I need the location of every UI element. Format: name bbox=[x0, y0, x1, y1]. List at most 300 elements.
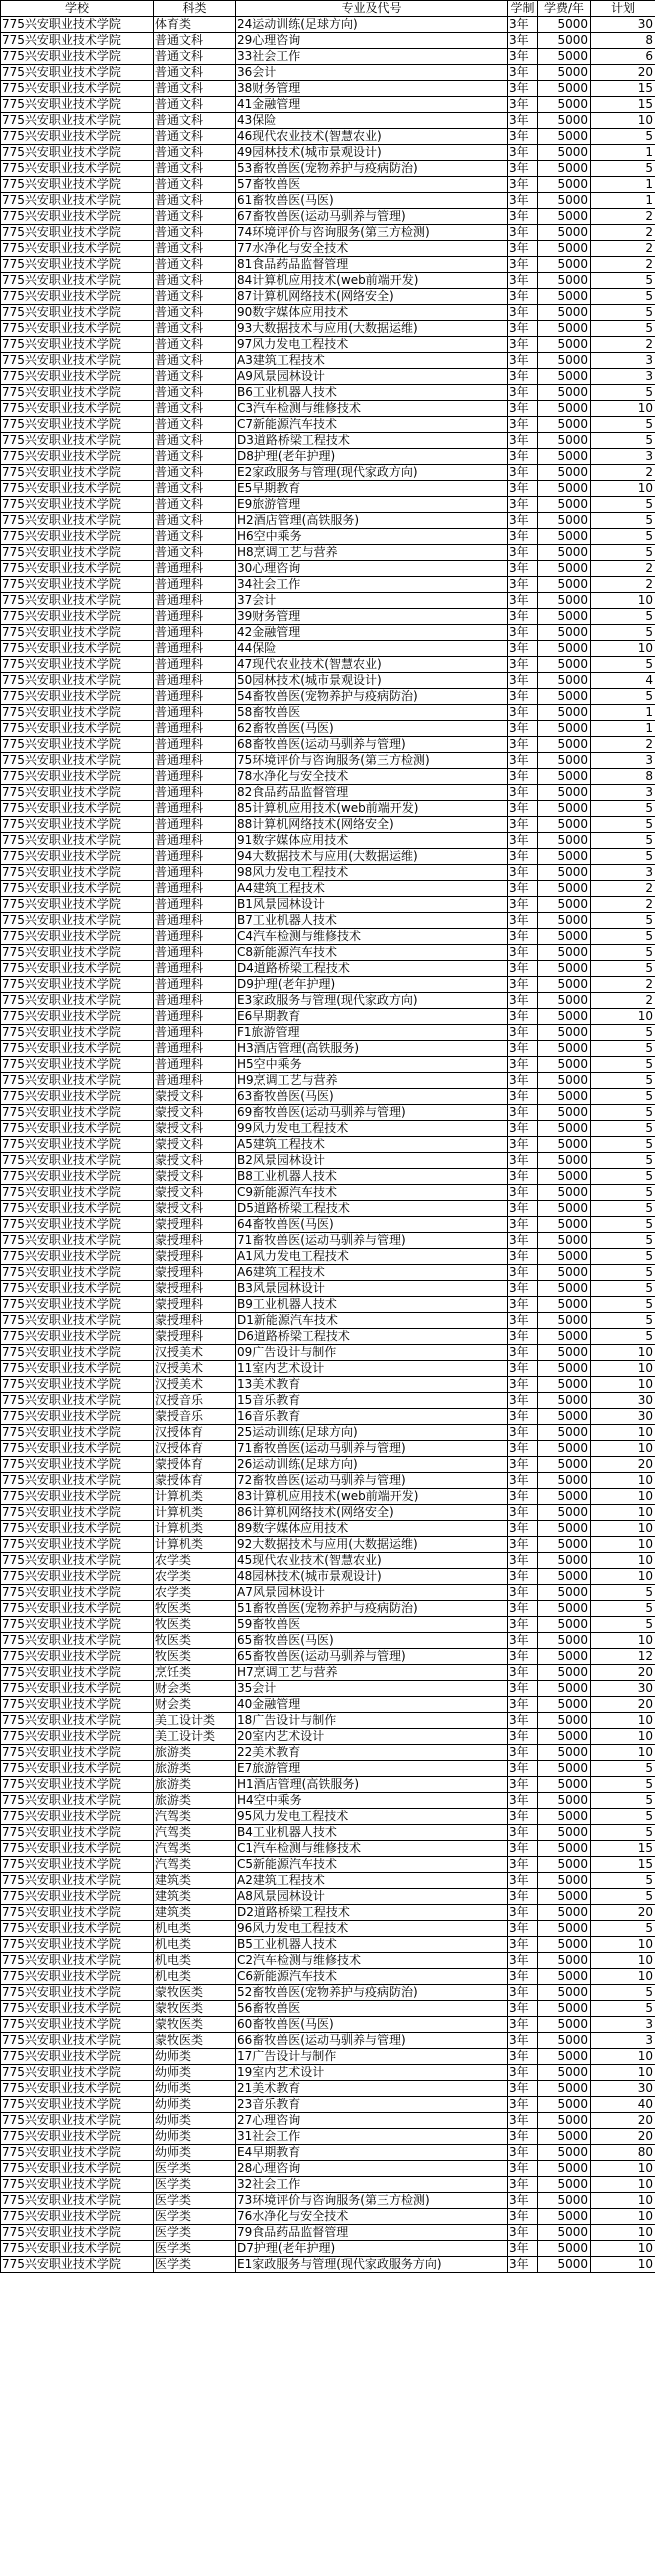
duration-cell: 3年 bbox=[508, 481, 538, 497]
category-cell: 牧医类 bbox=[154, 1649, 236, 1665]
duration-cell: 3年 bbox=[508, 369, 538, 385]
major-cell: A1风力发电工程技术 bbox=[236, 1249, 508, 1265]
plan-cell: 5 bbox=[591, 1121, 655, 1137]
school-cell: 775兴安职业技术学院 bbox=[1, 2017, 154, 2033]
plan-cell: 5 bbox=[591, 321, 655, 337]
plan-cell: 3 bbox=[591, 2017, 655, 2033]
category-cell: 普通文科 bbox=[154, 513, 236, 529]
duration-cell: 3年 bbox=[508, 737, 538, 753]
table-row bbox=[1, 2081, 655, 2097]
duration-cell: 3年 bbox=[508, 2129, 538, 2145]
category-cell: 建筑类 bbox=[154, 1873, 236, 1889]
duration-cell: 3年 bbox=[508, 1441, 538, 1457]
major-cell: 63畜牧兽医(马医) bbox=[236, 1089, 508, 1105]
category-cell: 医学类 bbox=[154, 2209, 236, 2225]
plan-cell: 15 bbox=[591, 97, 655, 113]
school-cell: 775兴安职业技术学院 bbox=[1, 2257, 154, 2273]
school-cell: 775兴安职业技术学院 bbox=[1, 1281, 154, 1297]
duration-cell: 3年 bbox=[508, 993, 538, 1009]
duration-cell: 3年 bbox=[508, 193, 538, 209]
major-cell: 21美术教育 bbox=[236, 2081, 508, 2097]
tuition-cell: 5000 bbox=[538, 401, 591, 417]
category-cell: 普通理科 bbox=[154, 929, 236, 945]
major-cell: A6建筑工程技术 bbox=[236, 1265, 508, 1281]
school-cell: 775兴安职业技术学院 bbox=[1, 1953, 154, 1969]
table-row bbox=[1, 1681, 655, 1697]
major-cell: D5道路桥梁工程技术 bbox=[236, 1201, 508, 1217]
school-cell: 775兴安职业技术学院 bbox=[1, 1857, 154, 1873]
category-cell: 普通理科 bbox=[154, 577, 236, 593]
duration-cell: 3年 bbox=[508, 1681, 538, 1697]
duration-cell: 3年 bbox=[508, 2001, 538, 2017]
tuition-cell: 5000 bbox=[538, 769, 591, 785]
tuition-cell: 5000 bbox=[538, 1009, 591, 1025]
plan-cell: 2 bbox=[591, 993, 655, 1009]
school-cell: 775兴安职业技术学院 bbox=[1, 1889, 154, 1905]
table-row bbox=[1, 1441, 655, 1457]
duration-cell: 3年 bbox=[508, 1665, 538, 1681]
category-cell: 蒙牧医类 bbox=[154, 1985, 236, 2001]
duration-cell: 3年 bbox=[508, 225, 538, 241]
duration-cell: 3年 bbox=[508, 145, 538, 161]
plan-cell: 10 bbox=[591, 1377, 655, 1393]
category-cell: 普通文科 bbox=[154, 273, 236, 289]
category-cell: 幼师类 bbox=[154, 2097, 236, 2113]
category-cell: 普通文科 bbox=[154, 305, 236, 321]
tuition-cell: 5000 bbox=[538, 865, 591, 881]
table-row bbox=[1, 513, 655, 529]
table-row bbox=[1, 481, 655, 497]
major-cell: D1新能源汽车技术 bbox=[236, 1313, 508, 1329]
school-cell: 775兴安职业技术学院 bbox=[1, 1537, 154, 1553]
tuition-cell: 5000 bbox=[538, 1057, 591, 1073]
duration-cell: 3年 bbox=[508, 865, 538, 881]
duration-cell: 3年 bbox=[508, 593, 538, 609]
tuition-cell: 5000 bbox=[538, 2225, 591, 2241]
duration-cell: 3年 bbox=[508, 1505, 538, 1521]
category-cell: 汉授美术 bbox=[154, 1361, 236, 1377]
duration-cell: 3年 bbox=[508, 1793, 538, 1809]
duration-cell: 3年 bbox=[508, 1585, 538, 1601]
plan-cell: 5 bbox=[591, 1265, 655, 1281]
plan-cell: 5 bbox=[591, 305, 655, 321]
major-cell: 93大数据技术与应用(大数据运维) bbox=[236, 321, 508, 337]
tuition-cell: 5000 bbox=[538, 625, 591, 641]
tuition-cell: 5000 bbox=[538, 737, 591, 753]
tuition-cell: 5000 bbox=[538, 2209, 591, 2225]
school-cell: 775兴安职业技术学院 bbox=[1, 1713, 154, 1729]
school-cell: 775兴安职业技术学院 bbox=[1, 1633, 154, 1649]
tuition-cell: 5000 bbox=[538, 1985, 591, 2001]
plan-cell: 2 bbox=[591, 209, 655, 225]
duration-cell: 3年 bbox=[508, 177, 538, 193]
plan-cell: 40 bbox=[591, 2097, 655, 2113]
major-cell: 52畜牧兽医(宠物养护与疫病防治) bbox=[236, 1985, 508, 2001]
major-cell: 50园林技术(城市景观设计) bbox=[236, 673, 508, 689]
tuition-cell: 5000 bbox=[538, 753, 591, 769]
table-row bbox=[1, 1617, 655, 1633]
plan-cell: 20 bbox=[591, 1697, 655, 1713]
table-row bbox=[1, 1873, 655, 1889]
duration-cell: 3年 bbox=[508, 2145, 538, 2161]
plan-cell: 5 bbox=[591, 529, 655, 545]
table-row bbox=[1, 657, 655, 673]
plan-cell: 10 bbox=[591, 1537, 655, 1553]
table-row bbox=[1, 1457, 655, 1473]
duration-cell: 3年 bbox=[508, 1953, 538, 1969]
duration-cell: 3年 bbox=[508, 721, 538, 737]
plan-cell: 30 bbox=[591, 17, 655, 33]
duration-cell: 3年 bbox=[508, 305, 538, 321]
duration-cell: 3年 bbox=[508, 257, 538, 273]
plan-cell: 1 bbox=[591, 193, 655, 209]
table-row bbox=[1, 2113, 655, 2129]
table-row bbox=[1, 801, 655, 817]
duration-cell: 3年 bbox=[508, 1329, 538, 1345]
duration-cell: 3年 bbox=[508, 449, 538, 465]
table-row bbox=[1, 1521, 655, 1537]
category-cell: 美工设计类 bbox=[154, 1713, 236, 1729]
school-cell: 775兴安职业技术学院 bbox=[1, 257, 154, 273]
category-cell: 计算机类 bbox=[154, 1521, 236, 1537]
plan-cell: 5 bbox=[591, 1185, 655, 1201]
school-cell: 775兴安职业技术学院 bbox=[1, 801, 154, 817]
tuition-cell: 5000 bbox=[538, 1569, 591, 1585]
major-cell: 82食品药品监督管理 bbox=[236, 785, 508, 801]
duration-cell: 3年 bbox=[508, 881, 538, 897]
tuition-cell: 5000 bbox=[538, 561, 591, 577]
tuition-cell: 5000 bbox=[538, 1073, 591, 1089]
category-cell: 幼师类 bbox=[154, 2113, 236, 2129]
category-cell: 普通文科 bbox=[154, 65, 236, 81]
duration-cell: 3年 bbox=[508, 913, 538, 929]
tuition-cell: 5000 bbox=[538, 337, 591, 353]
duration-cell: 3年 bbox=[508, 1185, 538, 1201]
school-cell: 775兴安职业技术学院 bbox=[1, 2177, 154, 2193]
tuition-cell: 5000 bbox=[538, 161, 591, 177]
table-row bbox=[1, 1537, 655, 1553]
plan-cell: 10 bbox=[591, 1345, 655, 1361]
plan-cell: 2 bbox=[591, 241, 655, 257]
table-row bbox=[1, 1793, 655, 1809]
table-row bbox=[1, 1169, 655, 1185]
table-row bbox=[1, 2209, 655, 2225]
table-row bbox=[1, 1633, 655, 1649]
table-row bbox=[1, 1009, 655, 1025]
major-cell: 44保险 bbox=[236, 641, 508, 657]
table-row bbox=[1, 1025, 655, 1041]
table-row bbox=[1, 1249, 655, 1265]
major-cell: 56畜牧兽医 bbox=[236, 2001, 508, 2017]
school-cell: 775兴安职业技术学院 bbox=[1, 1329, 154, 1345]
school-cell: 775兴安职业技术学院 bbox=[1, 929, 154, 945]
category-cell: 计算机类 bbox=[154, 1489, 236, 1505]
table-row bbox=[1, 561, 655, 577]
plan-cell: 5 bbox=[591, 1073, 655, 1089]
table-row bbox=[1, 2161, 655, 2177]
major-cell: 59畜牧兽医 bbox=[236, 1617, 508, 1633]
duration-cell: 3年 bbox=[508, 769, 538, 785]
table-row bbox=[1, 337, 655, 353]
tuition-cell: 5000 bbox=[538, 993, 591, 1009]
category-cell: 汽驾类 bbox=[154, 1809, 236, 1825]
tuition-cell: 5000 bbox=[538, 833, 591, 849]
table-row bbox=[1, 1745, 655, 1761]
duration-cell: 3年 bbox=[508, 1073, 538, 1089]
plan-cell: 5 bbox=[591, 433, 655, 449]
school-cell: 775兴安职业技术学院 bbox=[1, 1041, 154, 1057]
major-cell: E3家政服务与管理(现代家政方向) bbox=[236, 993, 508, 1009]
table-row bbox=[1, 225, 655, 241]
header-tuition: 学费/年 bbox=[538, 1, 591, 17]
major-cell: E5早期教育 bbox=[236, 481, 508, 497]
category-cell: 旅游类 bbox=[154, 1761, 236, 1777]
major-cell: 65畜牧兽医(运动马驯养与管理) bbox=[236, 1649, 508, 1665]
tuition-cell: 5000 bbox=[538, 1665, 591, 1681]
plan-cell: 80 bbox=[591, 2145, 655, 2161]
tuition-cell: 5000 bbox=[538, 481, 591, 497]
school-cell: 775兴安职业技术学院 bbox=[1, 1921, 154, 1937]
plan-cell: 2 bbox=[591, 337, 655, 353]
duration-cell: 3年 bbox=[508, 801, 538, 817]
table-body bbox=[1, 17, 655, 2273]
school-cell: 775兴安职业技术学院 bbox=[1, 1105, 154, 1121]
school-cell: 775兴安职业技术学院 bbox=[1, 1009, 154, 1025]
tuition-cell: 5000 bbox=[538, 929, 591, 945]
category-cell: 普通文科 bbox=[154, 289, 236, 305]
tuition-cell: 5000 bbox=[538, 2145, 591, 2161]
major-cell: E2家政服务与管理(现代家政方向) bbox=[236, 465, 508, 481]
duration-cell: 3年 bbox=[508, 561, 538, 577]
school-cell: 775兴安职业技术学院 bbox=[1, 385, 154, 401]
plan-cell: 5 bbox=[591, 1089, 655, 1105]
school-cell: 775兴安职业技术学院 bbox=[1, 1089, 154, 1105]
category-cell: 蒙授理科 bbox=[154, 1265, 236, 1281]
duration-cell: 3年 bbox=[508, 81, 538, 97]
plan-cell: 5 bbox=[591, 1873, 655, 1889]
duration-cell: 3年 bbox=[508, 689, 538, 705]
duration-cell: 3年 bbox=[508, 2161, 538, 2177]
school-cell: 775兴安职业技术学院 bbox=[1, 17, 154, 33]
category-cell: 普通理科 bbox=[154, 1025, 236, 1041]
major-cell: B9工业机器人技术 bbox=[236, 1297, 508, 1313]
tuition-cell: 5000 bbox=[538, 2081, 591, 2097]
school-cell: 775兴安职业技术学院 bbox=[1, 1025, 154, 1041]
plan-cell: 10 bbox=[591, 2209, 655, 2225]
major-cell: 46现代农业技术(智慧农业) bbox=[236, 129, 508, 145]
school-cell: 775兴安职业技术学院 bbox=[1, 705, 154, 721]
school-cell: 775兴安职业技术学院 bbox=[1, 1185, 154, 1201]
category-cell: 幼师类 bbox=[154, 2049, 236, 2065]
plan-cell: 3 bbox=[591, 865, 655, 881]
category-cell: 汽驾类 bbox=[154, 1825, 236, 1841]
tuition-cell: 5000 bbox=[538, 1729, 591, 1745]
table-row bbox=[1, 2001, 655, 2017]
major-cell: H5空中乘务 bbox=[236, 1057, 508, 1073]
plan-cell: 3 bbox=[591, 2033, 655, 2049]
tuition-cell: 5000 bbox=[538, 1409, 591, 1425]
school-cell: 775兴安职业技术学院 bbox=[1, 769, 154, 785]
duration-cell: 3年 bbox=[508, 113, 538, 129]
tuition-cell: 5000 bbox=[538, 1233, 591, 1249]
major-cell: 32社会工作 bbox=[236, 2177, 508, 2193]
category-cell: 蒙授文科 bbox=[154, 1169, 236, 1185]
plan-cell: 2 bbox=[591, 737, 655, 753]
major-cell: 65畜牧兽医(马医) bbox=[236, 1633, 508, 1649]
category-cell: 普通文科 bbox=[154, 225, 236, 241]
duration-cell: 3年 bbox=[508, 417, 538, 433]
tuition-cell: 5000 bbox=[538, 1361, 591, 1377]
tuition-cell: 5000 bbox=[538, 1329, 591, 1345]
plan-cell: 5 bbox=[591, 513, 655, 529]
tuition-cell: 5000 bbox=[538, 353, 591, 369]
table-row bbox=[1, 913, 655, 929]
plan-cell: 5 bbox=[591, 833, 655, 849]
category-cell: 机电类 bbox=[154, 1953, 236, 1969]
table-row bbox=[1, 1553, 655, 1569]
major-cell: 49园林技术(城市景观设计) bbox=[236, 145, 508, 161]
duration-cell: 3年 bbox=[508, 1153, 538, 1169]
table-row bbox=[1, 593, 655, 609]
school-cell: 775兴安职业技术学院 bbox=[1, 1425, 154, 1441]
school-cell: 775兴安职业技术学院 bbox=[1, 321, 154, 337]
school-cell: 775兴安职业技术学院 bbox=[1, 1873, 154, 1889]
table-row bbox=[1, 1601, 655, 1617]
tuition-cell: 5000 bbox=[538, 369, 591, 385]
tuition-cell: 5000 bbox=[538, 689, 591, 705]
duration-cell: 3年 bbox=[508, 2177, 538, 2193]
major-cell: 95风力发电工程技术 bbox=[236, 1809, 508, 1825]
duration-cell: 3年 bbox=[508, 609, 538, 625]
major-cell: 23音乐教育 bbox=[236, 2097, 508, 2113]
duration-cell: 3年 bbox=[508, 1425, 538, 1441]
school-cell: 775兴安职业技术学院 bbox=[1, 337, 154, 353]
plan-cell: 5 bbox=[591, 625, 655, 641]
major-cell: 79食品药品监督管理 bbox=[236, 2225, 508, 2241]
plan-cell: 5 bbox=[591, 1921, 655, 1937]
duration-cell: 3年 bbox=[508, 673, 538, 689]
duration-cell: 3年 bbox=[508, 1137, 538, 1153]
tuition-cell: 5000 bbox=[538, 289, 591, 305]
duration-cell: 3年 bbox=[508, 641, 538, 657]
duration-cell: 3年 bbox=[508, 577, 538, 593]
duration-cell: 3年 bbox=[508, 2049, 538, 2065]
plan-cell: 20 bbox=[591, 1665, 655, 1681]
table-row bbox=[1, 673, 655, 689]
tuition-cell: 5000 bbox=[538, 1249, 591, 1265]
school-cell: 775兴安职业技术学院 bbox=[1, 593, 154, 609]
major-cell: 48园林技术(城市景观设计) bbox=[236, 1569, 508, 1585]
school-cell: 775兴安职业技术学院 bbox=[1, 833, 154, 849]
tuition-cell: 5000 bbox=[538, 641, 591, 657]
duration-cell: 3年 bbox=[508, 65, 538, 81]
school-cell: 775兴安职业技术学院 bbox=[1, 1649, 154, 1665]
header-plan: 计划 bbox=[591, 1, 655, 17]
major-cell: 43保险 bbox=[236, 113, 508, 129]
school-cell: 775兴安职业技术学院 bbox=[1, 1681, 154, 1697]
plan-cell: 2 bbox=[591, 465, 655, 481]
tuition-cell: 5000 bbox=[538, 1313, 591, 1329]
plan-cell: 10 bbox=[591, 1729, 655, 1745]
table-row bbox=[1, 785, 655, 801]
school-cell: 775兴安职业技术学院 bbox=[1, 1393, 154, 1409]
table-row bbox=[1, 1217, 655, 1233]
category-cell: 普通文科 bbox=[154, 33, 236, 49]
tuition-cell: 5000 bbox=[538, 241, 591, 257]
duration-cell: 3年 bbox=[508, 1809, 538, 1825]
plan-cell: 3 bbox=[591, 785, 655, 801]
category-cell: 普通理科 bbox=[154, 945, 236, 961]
plan-cell: 2 bbox=[591, 225, 655, 241]
category-cell: 普通文科 bbox=[154, 49, 236, 65]
plan-cell: 10 bbox=[591, 1489, 655, 1505]
school-cell: 775兴安职业技术学院 bbox=[1, 433, 154, 449]
plan-cell: 15 bbox=[591, 81, 655, 97]
tuition-cell: 5000 bbox=[538, 1681, 591, 1697]
category-cell: 旅游类 bbox=[154, 1793, 236, 1809]
school-cell: 775兴安职业技术学院 bbox=[1, 1441, 154, 1457]
table-row bbox=[1, 737, 655, 753]
major-cell: B2风景园林设计 bbox=[236, 1153, 508, 1169]
category-cell: 普通文科 bbox=[154, 177, 236, 193]
duration-cell: 3年 bbox=[508, 1265, 538, 1281]
table-row bbox=[1, 465, 655, 481]
table-row bbox=[1, 65, 655, 81]
plan-cell: 5 bbox=[591, 801, 655, 817]
category-cell: 蒙牧医类 bbox=[154, 2033, 236, 2049]
plan-cell: 5 bbox=[591, 1985, 655, 2001]
school-cell: 775兴安职业技术学院 bbox=[1, 1729, 154, 1745]
school-cell: 775兴安职业技术学院 bbox=[1, 449, 154, 465]
duration-cell: 3年 bbox=[508, 1761, 538, 1777]
duration-cell: 3年 bbox=[508, 129, 538, 145]
school-cell: 775兴安职业技术学院 bbox=[1, 401, 154, 417]
category-cell: 普通理科 bbox=[154, 689, 236, 705]
category-cell: 普通理科 bbox=[154, 769, 236, 785]
school-cell: 775兴安职业技术学院 bbox=[1, 753, 154, 769]
plan-cell: 2 bbox=[591, 897, 655, 913]
table-row bbox=[1, 417, 655, 433]
duration-cell: 3年 bbox=[508, 241, 538, 257]
duration-cell: 3年 bbox=[508, 433, 538, 449]
plan-cell: 5 bbox=[591, 689, 655, 705]
duration-cell: 3年 bbox=[508, 2065, 538, 2081]
major-cell: 38财务管理 bbox=[236, 81, 508, 97]
school-cell: 775兴安职业技术学院 bbox=[1, 1585, 154, 1601]
tuition-cell: 5000 bbox=[538, 497, 591, 513]
header-school: 学校 bbox=[1, 1, 154, 17]
plan-cell: 10 bbox=[591, 1441, 655, 1457]
plan-cell: 1 bbox=[591, 721, 655, 737]
duration-cell: 3年 bbox=[508, 1777, 538, 1793]
table-row bbox=[1, 961, 655, 977]
plan-cell: 30 bbox=[591, 1393, 655, 1409]
major-cell: D3道路桥梁工程技术 bbox=[236, 433, 508, 449]
tuition-cell: 5000 bbox=[538, 417, 591, 433]
tuition-cell: 5000 bbox=[538, 1297, 591, 1313]
school-cell: 775兴安职业技术学院 bbox=[1, 177, 154, 193]
plan-cell: 10 bbox=[591, 1937, 655, 1953]
major-cell: 89数字媒体应用技术 bbox=[236, 1521, 508, 1537]
major-cell: A4建筑工程技术 bbox=[236, 881, 508, 897]
major-cell: 53畜牧兽医(宠物养护与疫病防治) bbox=[236, 161, 508, 177]
category-cell: 蒙授理科 bbox=[154, 1217, 236, 1233]
category-cell: 普通文科 bbox=[154, 385, 236, 401]
school-cell: 775兴安职业技术学院 bbox=[1, 1601, 154, 1617]
school-cell: 775兴安职业技术学院 bbox=[1, 2161, 154, 2177]
tuition-cell: 5000 bbox=[538, 1265, 591, 1281]
table-row bbox=[1, 2065, 655, 2081]
